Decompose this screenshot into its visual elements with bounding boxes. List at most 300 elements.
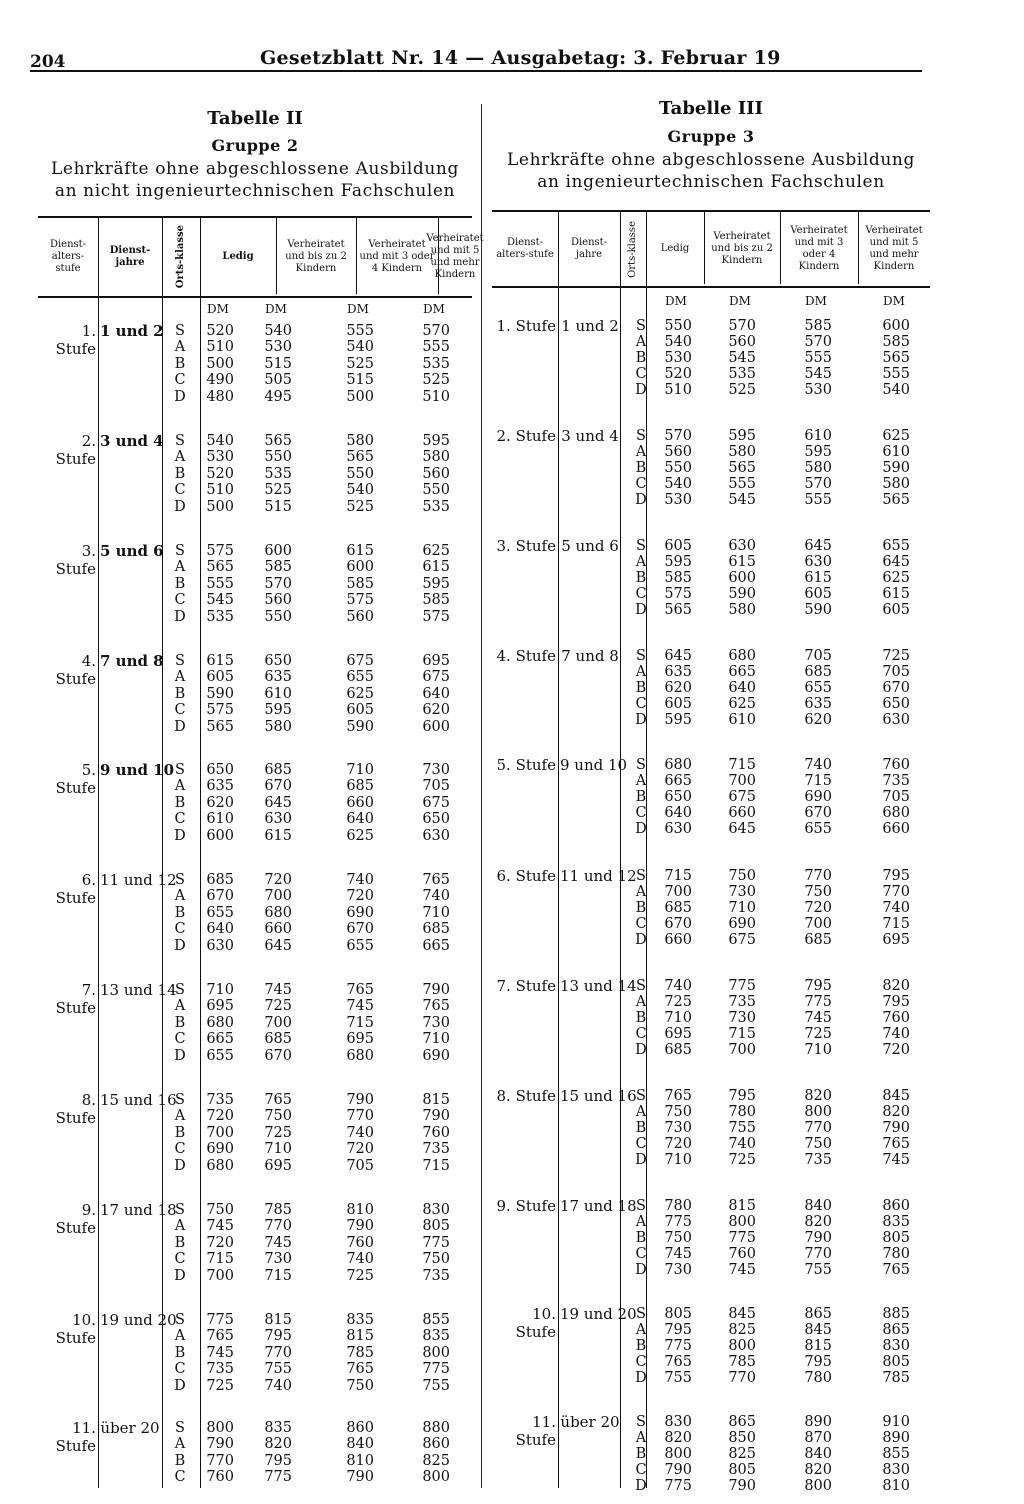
value-cell: 695 <box>422 653 450 669</box>
value-cell: 870 <box>804 1430 832 1446</box>
value-cell: 615 <box>728 554 756 570</box>
value-cell: 600 <box>422 718 450 735</box>
value-cell: 840 <box>804 1446 832 1462</box>
unit-label: DM <box>665 294 687 308</box>
value-cell: 590 <box>804 602 832 618</box>
dienstjahre-label: 17 und 18 <box>100 1201 177 1219</box>
value-cell: 840 <box>346 1436 374 1453</box>
ortsklasse-cell: A <box>174 559 186 576</box>
value-cell: 745 <box>206 1344 234 1361</box>
ortsklasse-cell: S <box>636 1088 646 1104</box>
value-cell: 585 <box>346 575 374 592</box>
value-cell: 795 <box>804 978 832 994</box>
ortsklasse-cell: B <box>635 789 647 805</box>
value-cell: 545 <box>728 492 756 508</box>
stufe-label: 1. Stufe <box>496 317 556 335</box>
value-cell: 760 <box>728 1246 756 1262</box>
table-row <box>492 318 930 334</box>
value-cell: 730 <box>728 1010 756 1026</box>
ortsklasse-cell: C <box>635 1246 647 1262</box>
ortsklasse-cell: D <box>635 821 647 837</box>
ortsklasse-cell: A <box>174 1328 186 1345</box>
value-cell: 745 <box>346 998 374 1015</box>
header-verheiratet-2-label: Verheiratet und bis zu 2 Kindern <box>285 239 347 274</box>
value-cell: 695 <box>882 932 910 948</box>
header-column-rule <box>276 216 277 294</box>
value-cell: 820 <box>882 1104 910 1120</box>
value-cell: 715 <box>664 868 692 884</box>
value-cell: 685 <box>264 762 292 778</box>
ortsklasse-cell: C <box>174 482 186 499</box>
ortsklasse-cell: B <box>174 794 186 811</box>
stufe-block <box>38 1312 472 1396</box>
ortsklasse-cell: C <box>635 1136 647 1152</box>
value-cell: 565 <box>728 460 756 476</box>
table-row <box>492 757 930 773</box>
value-cell: 775 <box>664 1214 692 1230</box>
header-ortsklasse <box>620 212 646 286</box>
value-cell: 745 <box>728 1262 756 1278</box>
value-cell: 775 <box>728 978 756 994</box>
value-cell: 580 <box>882 476 910 492</box>
stufe-block <box>38 433 472 517</box>
value-cell: 730 <box>728 884 756 900</box>
dienstjahre-label: 7 und 8 <box>100 652 164 670</box>
value-cell: 785 <box>264 1202 292 1218</box>
table-row <box>492 1262 930 1278</box>
stufe-label: 5. Stufe <box>55 761 96 797</box>
value-cell: 675 <box>422 669 450 686</box>
value-cell: 530 <box>264 339 292 356</box>
value-cell: 545 <box>804 366 832 382</box>
table-row <box>38 872 472 888</box>
value-cell: 580 <box>422 449 450 466</box>
value-cell: 655 <box>804 680 832 696</box>
value-cell: 610 <box>882 444 910 460</box>
value-cell: 820 <box>264 1436 292 1453</box>
table-row <box>492 821 930 837</box>
ortsklasse-cell: S <box>175 1092 185 1108</box>
value-cell: 780 <box>804 1370 832 1386</box>
table-row <box>492 916 930 932</box>
value-cell: 615 <box>264 827 292 844</box>
value-cell: 550 <box>664 318 692 334</box>
ortsklasse-cell: D <box>635 1042 647 1058</box>
table-row <box>38 828 472 844</box>
value-cell: 725 <box>264 1124 292 1141</box>
table-row <box>38 372 472 388</box>
table-row <box>38 998 472 1014</box>
value-cell: 510 <box>422 388 450 405</box>
value-cell: 630 <box>422 827 450 844</box>
value-cell: 770 <box>804 1120 832 1136</box>
table-row <box>38 433 472 449</box>
table-row <box>492 1042 930 1058</box>
table-header <box>38 216 484 298</box>
value-cell: 635 <box>664 664 692 680</box>
ortsklasse-cell: S <box>175 1312 185 1328</box>
ortsklasse-cell: C <box>635 696 647 712</box>
table-row <box>492 712 930 728</box>
value-cell: 540 <box>664 476 692 492</box>
value-cell: 640 <box>664 805 692 821</box>
value-cell: 735 <box>422 1267 450 1284</box>
column-rule <box>620 210 621 1488</box>
value-cell: 835 <box>346 1312 374 1328</box>
ortsklasse-cell: A <box>635 1104 647 1120</box>
value-cell: 580 <box>264 718 292 735</box>
table-iii <box>492 0 930 1494</box>
value-cell: 600 <box>346 559 374 576</box>
ortsklasse-cell: S <box>175 762 185 778</box>
value-cell: 715 <box>728 1026 756 1042</box>
value-cell: 725 <box>206 1377 234 1394</box>
table-row <box>492 334 930 350</box>
header-dienstjahre <box>98 218 162 296</box>
value-cell: 780 <box>728 1104 756 1120</box>
value-cell: 765 <box>346 982 374 998</box>
ortsklasse-cell: B <box>635 680 647 696</box>
value-cell: 730 <box>664 1120 692 1136</box>
value-cell: 820 <box>882 978 910 994</box>
value-cell: 750 <box>804 1136 832 1152</box>
stufe-label: 10. Stufe <box>515 1305 556 1341</box>
ortsklasse-cell: S <box>175 1420 185 1436</box>
value-cell: 740 <box>882 900 910 916</box>
table-row <box>492 1322 930 1338</box>
ortsklasse-cell: A <box>174 998 186 1015</box>
stufe-block <box>38 323 472 407</box>
value-cell: 565 <box>206 718 234 735</box>
unit-label: DM <box>883 294 905 308</box>
value-cell: 730 <box>422 1014 450 1031</box>
ortsklasse-cell: D <box>635 492 647 508</box>
value-cell: 535 <box>206 608 234 625</box>
table-row <box>492 1136 930 1152</box>
value-cell: 615 <box>804 570 832 586</box>
stufe-label: 4. Stufe <box>55 652 96 688</box>
table-row <box>38 1108 472 1124</box>
stufe-label: 6. Stufe <box>55 871 96 907</box>
value-cell: 590 <box>346 718 374 735</box>
stufe-block <box>492 1198 930 1280</box>
header-column-rule <box>704 210 705 284</box>
value-cell: 525 <box>422 372 450 389</box>
value-cell: 660 <box>882 821 910 837</box>
ortsklasse-cell: S <box>636 978 646 994</box>
ortsklasse-cell: S <box>636 1306 646 1322</box>
value-cell: 810 <box>346 1452 374 1469</box>
value-cell: 780 <box>664 1198 692 1214</box>
value-cell: 755 <box>664 1370 692 1386</box>
table-row <box>492 1104 930 1120</box>
header-column-rule <box>356 216 357 294</box>
table-row <box>492 789 930 805</box>
value-cell: 565 <box>882 492 910 508</box>
value-cell: 655 <box>206 904 234 921</box>
header-verheiratet-5 <box>426 218 484 296</box>
value-cell: 775 <box>804 994 832 1010</box>
value-cell: 805 <box>664 1306 692 1322</box>
table-row <box>492 1354 930 1370</box>
stufe-label: 8. Stufe <box>55 1091 96 1127</box>
table-row <box>492 1010 930 1026</box>
unit-label: DM <box>729 294 751 308</box>
value-cell: 710 <box>206 982 234 998</box>
header-dienstaltersstufe-label: Dienst-alters-stufe <box>49 239 87 274</box>
value-cell: 765 <box>882 1262 910 1278</box>
value-cell: 515 <box>264 498 292 515</box>
value-cell: 575 <box>346 592 374 609</box>
table-row <box>38 1378 472 1394</box>
table-row <box>492 1230 930 1246</box>
column-rule <box>558 210 559 1488</box>
ortsklasse-cell: A <box>174 778 186 795</box>
value-cell: 655 <box>882 538 910 554</box>
stufe-block <box>492 1088 930 1170</box>
value-cell: 720 <box>804 900 832 916</box>
value-cell: 580 <box>804 460 832 476</box>
value-cell: 740 <box>346 872 374 888</box>
description-line: Lehrkräfte ohne abgeschlossene Ausbildung <box>51 159 459 179</box>
group-label: Gruppe 2 <box>211 136 299 155</box>
value-cell: 685 <box>804 932 832 948</box>
stufe-block <box>492 538 930 620</box>
ortsklasse-cell: D <box>635 382 647 398</box>
table-row <box>492 868 930 884</box>
value-cell: 885 <box>882 1306 910 1322</box>
dienstjahre-label: über 20 <box>100 1419 160 1437</box>
table-row <box>492 978 930 994</box>
ortsklasse-cell: S <box>636 538 646 554</box>
value-cell: 775 <box>664 1338 692 1354</box>
ortsklasse-cell: D <box>635 1262 647 1278</box>
table-row <box>492 428 930 444</box>
value-cell: 525 <box>346 355 374 372</box>
value-cell: 550 <box>422 482 450 499</box>
header-dienstaltersstufe <box>38 218 98 296</box>
value-cell: 510 <box>664 382 692 398</box>
value-cell: 530 <box>206 449 234 466</box>
value-cell: 750 <box>728 868 756 884</box>
value-cell: 765 <box>664 1354 692 1370</box>
value-cell: 620 <box>422 702 450 719</box>
value-cell: 740 <box>422 888 450 905</box>
value-cell: 740 <box>346 1251 374 1268</box>
dienstjahre-label: 17 und 18 <box>560 1197 637 1215</box>
value-cell: 710 <box>728 900 756 916</box>
value-cell: 585 <box>882 334 910 350</box>
header-column-rule <box>858 210 859 284</box>
table-row <box>38 1235 472 1251</box>
value-cell: 890 <box>882 1430 910 1446</box>
table-row <box>492 1152 930 1168</box>
value-cell: 550 <box>264 608 292 625</box>
ortsklasse-cell: B <box>635 1120 647 1136</box>
ortsklasse-cell: D <box>174 388 186 405</box>
value-cell: 840 <box>804 1198 832 1214</box>
value-cell: 515 <box>264 355 292 372</box>
value-cell: 655 <box>206 1047 234 1064</box>
value-cell: 610 <box>728 712 756 728</box>
dienstjahre-label: 11 und 12 <box>100 871 177 889</box>
value-cell: 595 <box>264 702 292 719</box>
stufe-label: 11. Stufe <box>55 1419 96 1455</box>
value-cell: 700 <box>664 884 692 900</box>
header-ledig-label: Ledig <box>660 243 690 254</box>
value-cell: 755 <box>264 1361 292 1378</box>
value-cell: 595 <box>664 554 692 570</box>
stufe-label: 5. Stufe <box>496 756 556 774</box>
value-cell: 800 <box>664 1446 692 1462</box>
value-cell: 500 <box>206 355 234 372</box>
value-cell: 760 <box>206 1469 234 1486</box>
table-row <box>38 1092 472 1108</box>
value-cell: 715 <box>882 916 910 932</box>
value-cell: 790 <box>422 1108 450 1125</box>
stufe-label: 6. Stufe <box>496 867 556 885</box>
table-row <box>492 492 930 508</box>
dienstjahre-label: 19 und 20 <box>560 1305 637 1323</box>
value-cell: 580 <box>728 602 756 618</box>
dienstjahre-label: 15 und 16 <box>100 1091 177 1109</box>
table-description <box>492 149 930 193</box>
ortsklasse-cell: C <box>174 592 186 609</box>
stufe-block <box>492 318 930 400</box>
value-cell: 655 <box>804 821 832 837</box>
table-row <box>38 543 472 559</box>
table-row <box>492 664 930 680</box>
value-cell: 805 <box>882 1354 910 1370</box>
stufe-label: 8. Stufe <box>496 1087 556 1105</box>
value-cell: 800 <box>728 1338 756 1354</box>
value-cell: 670 <box>206 888 234 905</box>
stufe-label: 9. Stufe <box>55 1201 96 1237</box>
value-cell: 815 <box>422 1092 450 1108</box>
ortsklasse-cell: S <box>636 757 646 773</box>
value-cell: 720 <box>664 1136 692 1152</box>
ortsklasse-cell: A <box>174 888 186 905</box>
value-cell: 585 <box>264 559 292 576</box>
value-cell: 560 <box>664 444 692 460</box>
value-cell: 540 <box>206 433 234 449</box>
value-cell: 570 <box>804 334 832 350</box>
value-cell: 745 <box>264 982 292 998</box>
value-cell: 555 <box>882 366 910 382</box>
value-cell: 755 <box>804 1262 832 1278</box>
value-cell: 735 <box>206 1092 234 1108</box>
value-cell: 590 <box>728 586 756 602</box>
table-row <box>492 476 930 492</box>
value-cell: 525 <box>728 382 756 398</box>
value-cell: 825 <box>728 1446 756 1462</box>
ortsklasse-cell: D <box>174 608 186 625</box>
unit-label: DM <box>423 302 445 316</box>
value-cell: 790 <box>206 1436 234 1453</box>
value-cell: 810 <box>346 1202 374 1218</box>
value-cell: 690 <box>804 789 832 805</box>
value-cell: 715 <box>422 1157 450 1174</box>
value-cell: 625 <box>422 543 450 559</box>
value-cell: 585 <box>422 592 450 609</box>
value-cell: 745 <box>664 1246 692 1262</box>
unit-label: DM <box>347 302 369 316</box>
value-cell: 650 <box>422 811 450 828</box>
value-cell: 565 <box>882 350 910 366</box>
value-cell: 800 <box>206 1420 234 1436</box>
value-cell: 700 <box>206 1267 234 1284</box>
stufe-block <box>492 978 930 1060</box>
value-cell: 595 <box>804 444 832 460</box>
stufe-label: 3. Stufe <box>496 537 556 555</box>
value-cell: 730 <box>422 762 450 778</box>
value-cell: 640 <box>346 811 374 828</box>
value-cell: 750 <box>804 884 832 900</box>
value-cell: 685 <box>422 921 450 938</box>
value-cell: 575 <box>664 586 692 602</box>
table-row <box>38 1141 472 1157</box>
value-cell: 560 <box>346 608 374 625</box>
stufe-block <box>492 1414 930 1496</box>
column-separator <box>481 104 482 1488</box>
value-cell: 650 <box>206 762 234 778</box>
value-cell: 540 <box>882 382 910 398</box>
ortsklasse-cell: S <box>636 428 646 444</box>
table-row <box>38 592 472 608</box>
stufe-block <box>492 757 930 839</box>
value-cell: 725 <box>728 1152 756 1168</box>
value-cell: 800 <box>422 1469 450 1486</box>
value-cell: 650 <box>264 653 292 669</box>
value-cell: 820 <box>664 1430 692 1446</box>
value-cell: 790 <box>346 1469 374 1486</box>
value-cell: 695 <box>264 1157 292 1174</box>
value-cell: 510 <box>206 339 234 356</box>
value-cell: 765 <box>882 1136 910 1152</box>
value-cell: 540 <box>346 482 374 499</box>
ortsklasse-cell: A <box>635 1430 647 1446</box>
value-cell: 570 <box>264 575 292 592</box>
stufe-block <box>492 868 930 950</box>
value-cell: 740 <box>804 757 832 773</box>
ortsklasse-cell: D <box>635 1152 647 1168</box>
dienstjahre-label: 9 und 10 <box>100 761 175 779</box>
value-cell: 790 <box>804 1230 832 1246</box>
header-ledig <box>200 218 276 296</box>
value-cell: 610 <box>206 811 234 828</box>
value-cell: 540 <box>664 334 692 350</box>
page-header: Gesetzblatt Nr. 14 — Ausgabetag: 3. Februar 19 <box>260 47 781 69</box>
dienstjahre-label: 5 und 6 <box>100 542 164 560</box>
value-cell: 640 <box>728 680 756 696</box>
ortsklasse-cell: A <box>174 669 186 686</box>
value-cell: 560 <box>264 592 292 609</box>
value-cell: 790 <box>346 1218 374 1235</box>
table-row <box>492 586 930 602</box>
value-cell: 830 <box>882 1462 910 1478</box>
value-cell: 640 <box>206 921 234 938</box>
value-cell: 530 <box>664 492 692 508</box>
value-cell: 600 <box>882 318 910 334</box>
ortsklasse-cell: S <box>636 318 646 334</box>
value-cell: 690 <box>206 1141 234 1158</box>
value-cell: 860 <box>422 1436 450 1453</box>
value-cell: 565 <box>206 559 234 576</box>
value-cell: 575 <box>422 608 450 625</box>
value-cell: 795 <box>728 1088 756 1104</box>
value-cell: 520 <box>664 366 692 382</box>
value-cell: 680 <box>206 1014 234 1031</box>
